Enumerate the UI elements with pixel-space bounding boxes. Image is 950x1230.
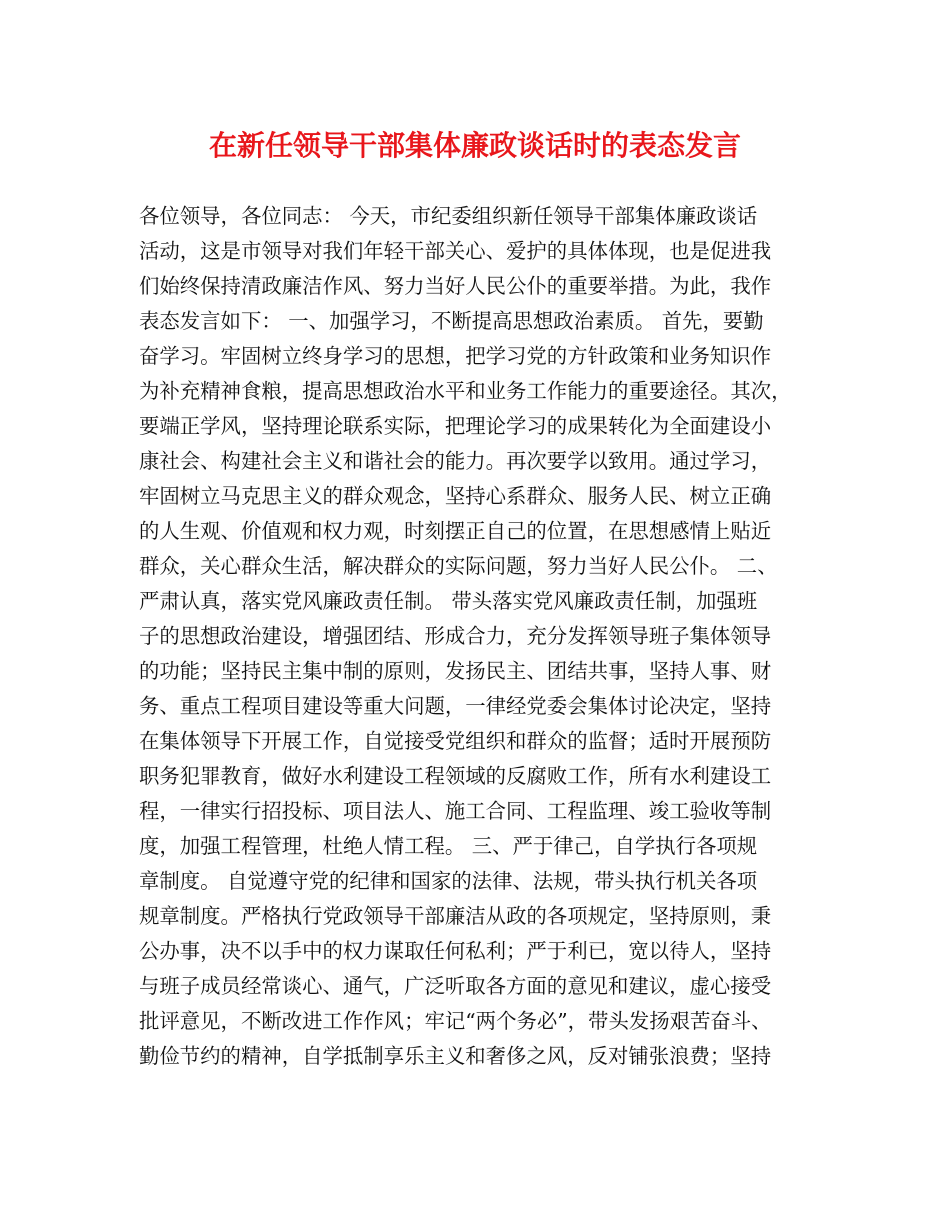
- text-line: 规章制度。严格执行党政领导干部廉洁从政的各项规定，坚持原则，秉: [139, 904, 772, 928]
- text-line: 与班子成员经常谈心、通气，广泛听取各方面的意见和建议，虚心接受: [139, 974, 772, 998]
- text-line: 章制度。 自觉遵守党的纪律和国家的法律、法规，带头执行机关各项: [139, 869, 758, 893]
- text-line: 的功能；坚持民主集中制的原则，发扬民主、团结共事，坚持人事、财: [139, 659, 772, 683]
- document-body: [139, 199, 829, 1074]
- text-line: 职务犯罪教育，做好水利建设工程领域的反腐败工作，所有水利建设工: [139, 764, 772, 788]
- text-line: 活动，这是市领导对我们年轻干部关心、爱护的具体体现，也是促进我: [139, 239, 772, 263]
- text-line: 群众，关心群众生活，解决群众的实际问题，努力当好人民公仆。 二、: [139, 554, 778, 578]
- text-line: 表态发言如下： 一、加强学习，不断提高思想政治素质。 首先，要勤: [139, 309, 764, 333]
- text-line: 要端正学风，坚持理论联系实际，把理论学习的成果转化为全面建设小: [139, 414, 772, 438]
- text-line: 奋学习。牢固树立终身学习的思想，把学习党的方针政策和业务知识作: [139, 344, 772, 368]
- text-line: 勤俭节约的精神，自学抵制享乐主义和奢侈之风，反对铺张浪费；坚持: [139, 1044, 772, 1068]
- text-line: 严肃认真，落实党风廉政责任制。 带头落实党风廉政责任制，加强班: [139, 589, 758, 613]
- text-line: 为补充精神食粮，提高思想政治水平和业务工作能力的重要途径。其次，: [139, 379, 792, 403]
- text-line: 们始终保持清政廉洁作风、努力当好人民公仆的重要举措。为此，我作: [139, 274, 772, 298]
- text-line: 在集体领导下开展工作，自觉接受党组织和群众的监督；适时开展预防: [139, 729, 772, 753]
- document-title: 在新任领导干部集体廉政谈话时的表态发言: [208, 129, 741, 162]
- text-line: 各位领导，各位同志： 今天，市纪委组织新任领导干部集体廉政谈话: [139, 204, 758, 228]
- text-line: 牢固树立马克思主义的群众观念，坚持心系群众、服务人民、树立正确: [139, 484, 772, 508]
- text-line: 子的思想政治建设，增强团结、形成合力，充分发挥领导班子集体领导: [139, 624, 772, 648]
- text-line: 批评意见，不断改进工作作风；牢记“两个务必”，带头发扬艰苦奋斗、: [139, 1009, 772, 1033]
- text-line: 务、重点工程项目建设等重大问题，一律经党委会集体讨论决定，坚持: [139, 694, 772, 718]
- text-line: 度，加强工程管理，杜绝人情工程。 三、严于律己，自学执行各项规: [139, 834, 758, 858]
- text-line: 的人生观、价值观和权力观，时刻摆正自己的位置，在思想感情上贴近: [139, 519, 772, 543]
- text-line: 康社会、构建社会主义和谐社会的能力。再次要学以致用。通过学习，: [139, 449, 772, 473]
- text-line: 程，一律实行招投标、项目法人、施工合同、工程监理、竣工验收等制: [139, 799, 772, 823]
- text-line: 公办事，决不以手中的权力谋取任何私利；严于利已，宽以待人，坚持: [139, 939, 772, 963]
